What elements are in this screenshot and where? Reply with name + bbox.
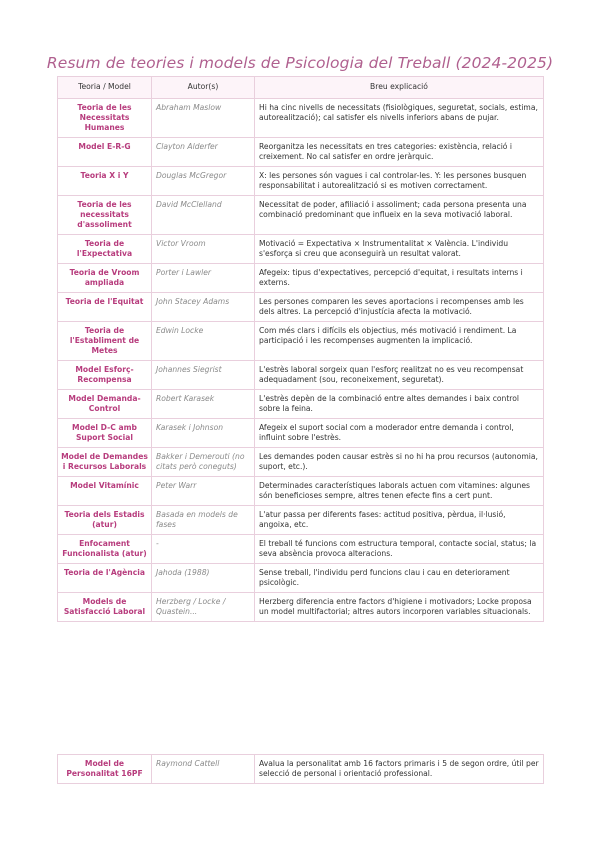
theory-name: Model D-C amb Suport Social — [58, 419, 152, 448]
theory-name: Teoria dels Estadis (atur) — [58, 506, 152, 535]
theory-authors: Johannes Siegrist — [152, 361, 255, 390]
theory-authors: Jahoda (1988) — [152, 564, 255, 593]
header-theory: Teoria / Model — [58, 77, 152, 99]
table-row — [58, 293, 544, 322]
theory-explanation: Avalua la personalitat amb 16 factors primaris i 5 de segon ordre, útil per selecció de personal i orientació professional. — [255, 755, 544, 784]
table-row — [58, 535, 544, 564]
theory-name: Teoria X i Y — [58, 167, 152, 196]
table-row — [58, 477, 544, 506]
theory-name: Teoria de les Necessitats Humanes — [58, 99, 152, 138]
table-row — [58, 755, 544, 784]
table-header-row — [58, 77, 544, 99]
table-row — [58, 196, 544, 235]
theory-authors: David McClelland — [152, 196, 255, 235]
table-row — [58, 419, 544, 448]
theory-explanation: Hi ha cinc nivells de necessitats (fisiològiques, seguretat, socials, estima, autorealització); cal satisfer els nivells inferiors abans de pujar. — [255, 99, 544, 138]
theory-explanation: Afegeix el suport social com a moderador entre demanda i control, influint sobre l'estrès. — [255, 419, 544, 448]
page-title: Resum de teories i models de Psicologia del Treball (2024-2025) — [46, 54, 554, 72]
theory-explanation: Sense treball, l'individu perd funcions clau i cau en deteriorament psicològic. — [255, 564, 544, 593]
theory-authors: Bakker i Demerouti (no citats però coneguts) — [152, 448, 255, 477]
theory-name: Teoria de l'Establiment de Metes — [58, 322, 152, 361]
theory-authors: Porter i Lawler — [152, 264, 255, 293]
table-row — [58, 361, 544, 390]
theory-name: Teoria de les necessitats d'assoliment — [58, 196, 152, 235]
table-row — [58, 167, 544, 196]
theory-authors: Peter Warr — [152, 477, 255, 506]
theory-explanation: Reorganitza les necessitats en tres categories: existència, relació i creixement. No cal satisfer en ordre jeràrquic. — [255, 138, 544, 167]
theory-name: Teoria de l'Equitat — [58, 293, 152, 322]
header-explanation: Breu explicació — [255, 77, 544, 99]
header-authors: Autor(s) — [152, 77, 255, 99]
table-row — [58, 564, 544, 593]
theory-explanation: L'estrès laboral sorgeix quan l'esforç realitzat no es veu recompensat adequadament (sou, reconeixement, seguretat). — [255, 361, 544, 390]
theory-authors: Clayton Alderfer — [152, 138, 255, 167]
table-row — [58, 99, 544, 138]
theory-authors: Abraham Maslow — [152, 99, 255, 138]
theory-name: Teoria de Vroom ampliada — [58, 264, 152, 293]
theory-explanation: Com més clars i difícils els objectius, més motivació i rendiment. La participació i les recompenses augmenten la implicació. — [255, 322, 544, 361]
theory-explanation: Afegeix: tipus d'expectatives, percepció d'equitat, i resultats interns i externs. — [255, 264, 544, 293]
personality-table — [57, 754, 544, 784]
theory-explanation: Motivació = Expectativa × Instrumentalitat × València. L'individu s'esforça si creu que aconseguirà un resultat valorat. — [255, 235, 544, 264]
theory-explanation: Herzberg diferencia entre factors d'higiene i motivadors; Locke proposa un model multifactorial; altres autors incorporen variables situacionals. — [255, 593, 544, 622]
theory-authors: Victor Vroom — [152, 235, 255, 264]
theory-authors: Basada en models de fases — [152, 506, 255, 535]
theory-name: Enfocament Funcionalista (atur) — [58, 535, 152, 564]
theory-explanation: Necessitat de poder, afiliació i assoliment; cada persona presenta una combinació predominant que influeix en la seva motivació laboral. — [255, 196, 544, 235]
theory-name: Models de Satisfacció Laboral — [58, 593, 152, 622]
theory-authors: John Stacey Adams — [152, 293, 255, 322]
table-row — [58, 390, 544, 419]
table-row — [58, 264, 544, 293]
theory-authors: Robert Karasek — [152, 390, 255, 419]
table-row — [58, 138, 544, 167]
table-row — [58, 506, 544, 535]
theory-name: Teoria de l'Expectativa — [58, 235, 152, 264]
theory-name: Model Vitamínic — [58, 477, 152, 506]
table-row — [58, 235, 544, 264]
theory-authors: - — [152, 535, 255, 564]
table-row — [58, 448, 544, 477]
theory-name: Model de Personalitat 16PF — [58, 755, 152, 784]
theory-authors: Douglas McGregor — [152, 167, 255, 196]
theory-explanation: X: les persones són vagues i cal controlar-les. Y: les persones busquen responsabilitat i autorealització si es motiven correctament. — [255, 167, 544, 196]
theory-authors: Karasek i Johnson — [152, 419, 255, 448]
theory-name: Model E-R-G — [58, 138, 152, 167]
theory-explanation: Determinades característiques laborals actuen com vitamines: algunes són beneficioses sempre, altres tenen efecte fins a cert punt. — [255, 477, 544, 506]
theories-table — [57, 76, 544, 622]
theory-name: Teoria de l'Agència — [58, 564, 152, 593]
table-row — [58, 322, 544, 361]
theory-authors: Edwin Locke — [152, 322, 255, 361]
theory-name: Model Demanda-Control — [58, 390, 152, 419]
theory-explanation: Les demandes poden causar estrès si no hi ha prou recursos (autonomia, suport, etc.). — [255, 448, 544, 477]
theory-authors: Raymond Cattell — [152, 755, 255, 784]
theory-explanation: L'atur passa per diferents fases: actitud positiva, pèrdua, il·lusió, angoixa, etc. — [255, 506, 544, 535]
theory-authors: Herzberg / Locke / Quastein... — [152, 593, 255, 622]
theory-explanation: Les persones comparen les seves aportacions i recompenses amb les dels altres. La percepció d'injustícia afecta la motivació. — [255, 293, 544, 322]
theory-explanation: L'estrès depèn de la combinació entre altes demandes i baix control sobre la feina. — [255, 390, 544, 419]
theory-explanation: El treball té funcions com estructura temporal, contacte social, status; la seva absència provoca alteracions. — [255, 535, 544, 564]
theory-name: Model Esforç-Recompensa — [58, 361, 152, 390]
table-row — [58, 593, 544, 622]
theory-name: Model de Demandes i Recursos Laborals — [58, 448, 152, 477]
